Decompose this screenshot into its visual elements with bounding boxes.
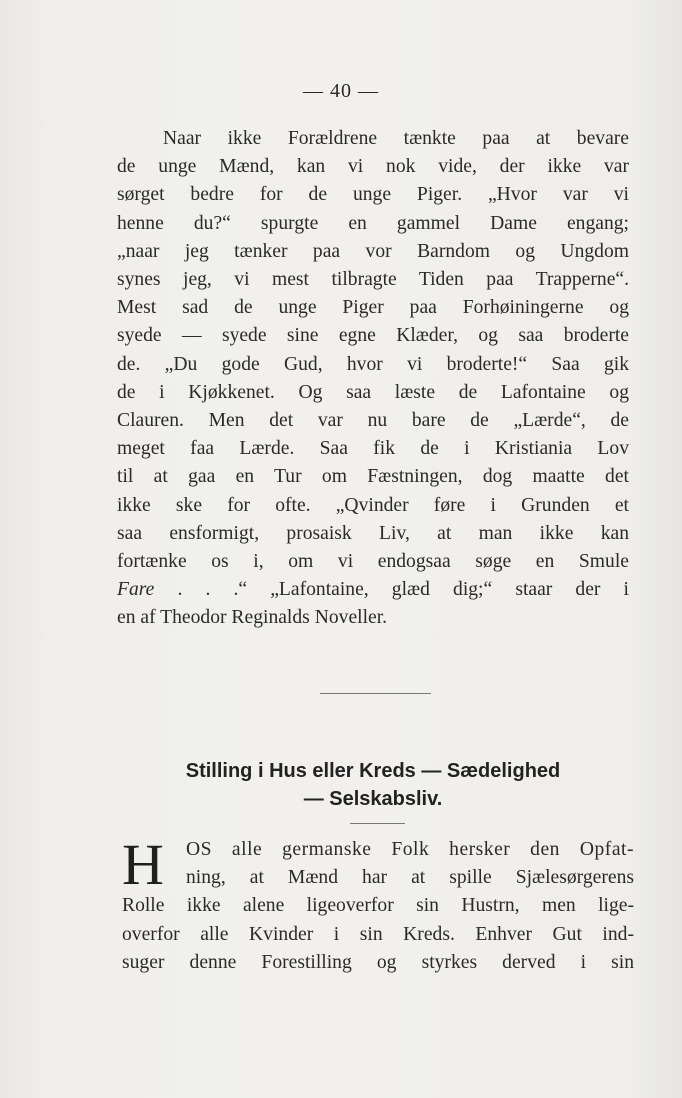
text-line: de. „Du gode Gud, hvor vi broderte!“ Saa gik xyxy=(117,353,629,375)
text-line: fortænke os i, om vi endogsaa søge en Smule xyxy=(117,551,629,573)
text-line: Naar ikke Forældrene tænkte paa at bevare xyxy=(163,128,629,149)
page-number: — 40 — xyxy=(303,80,379,102)
text-line: „naar jeg tænker paa vor Barndom og Ungdom xyxy=(117,240,629,262)
text-line: de i Kjøkkenet. Og saa læste de Lafontaine og xyxy=(117,381,629,403)
text-line: en af Theodor Reginalds Noveller. xyxy=(117,607,388,629)
main-paragraph xyxy=(117,125,629,633)
text-line: til at gaa en Tur om Fæstningen, dog maatte det xyxy=(117,466,629,488)
text-line: suger denne Forestilling og styrkes derved i sin xyxy=(122,951,634,973)
text-line-with-italic xyxy=(117,576,629,604)
text-line: henne du?“ spurgte en gammel Dame engang; xyxy=(117,212,629,234)
text-line: syede — syede sine egne Klæder, og saa broderte xyxy=(117,325,629,347)
text-fragment: . . .“ „Lafontaine, glæd dig;“ staar der i xyxy=(154,579,629,601)
section-paragraph xyxy=(122,832,634,977)
text-line: ikke ske for ofte. „Qvinder føre i Grunden et xyxy=(117,494,629,516)
text-line: meget faa Lærde. Saa fik de i Kristiania Lov xyxy=(117,438,629,460)
text-line: Rolle ikke alene ligeoverfor sin Hustrn, men lige- xyxy=(122,895,634,917)
heading-line: — Selskabsliv. xyxy=(303,788,443,810)
italic-word: Fare xyxy=(117,579,155,601)
text-line: synes jeg, vi mest tilbragte Tiden paa Trapperne“. xyxy=(117,269,629,291)
heading-rule xyxy=(350,823,405,824)
text-line: ning, at Mænd har at spille Sjælesørgerens xyxy=(186,867,634,889)
text-line: Clauren. Men det var nu bare de „Lærde“, de xyxy=(117,410,629,432)
text-line: Mest sad de unge Piger paa Forhøiningerne og xyxy=(117,297,629,319)
section-heading xyxy=(117,757,629,813)
text-line: de unge Mænd, kan vi nok vide, der ikke var xyxy=(117,156,629,178)
section-divider xyxy=(320,693,431,694)
drop-cap: H xyxy=(122,832,164,897)
text-line: OS alle germanske Folk hersker den Opfat- xyxy=(186,839,634,860)
text-line: saa ensformigt, prosaisk Liv, at man ikke kan xyxy=(117,522,629,544)
text-line: sørget bedre for de unge Piger. „Hvor var vi xyxy=(117,184,629,206)
text-line: overfor alle Kvinder i sin Kreds. Enhver Gut ind- xyxy=(122,923,634,945)
heading-line: Stilling i Hus eller Kreds — Sædelighed xyxy=(185,760,561,782)
